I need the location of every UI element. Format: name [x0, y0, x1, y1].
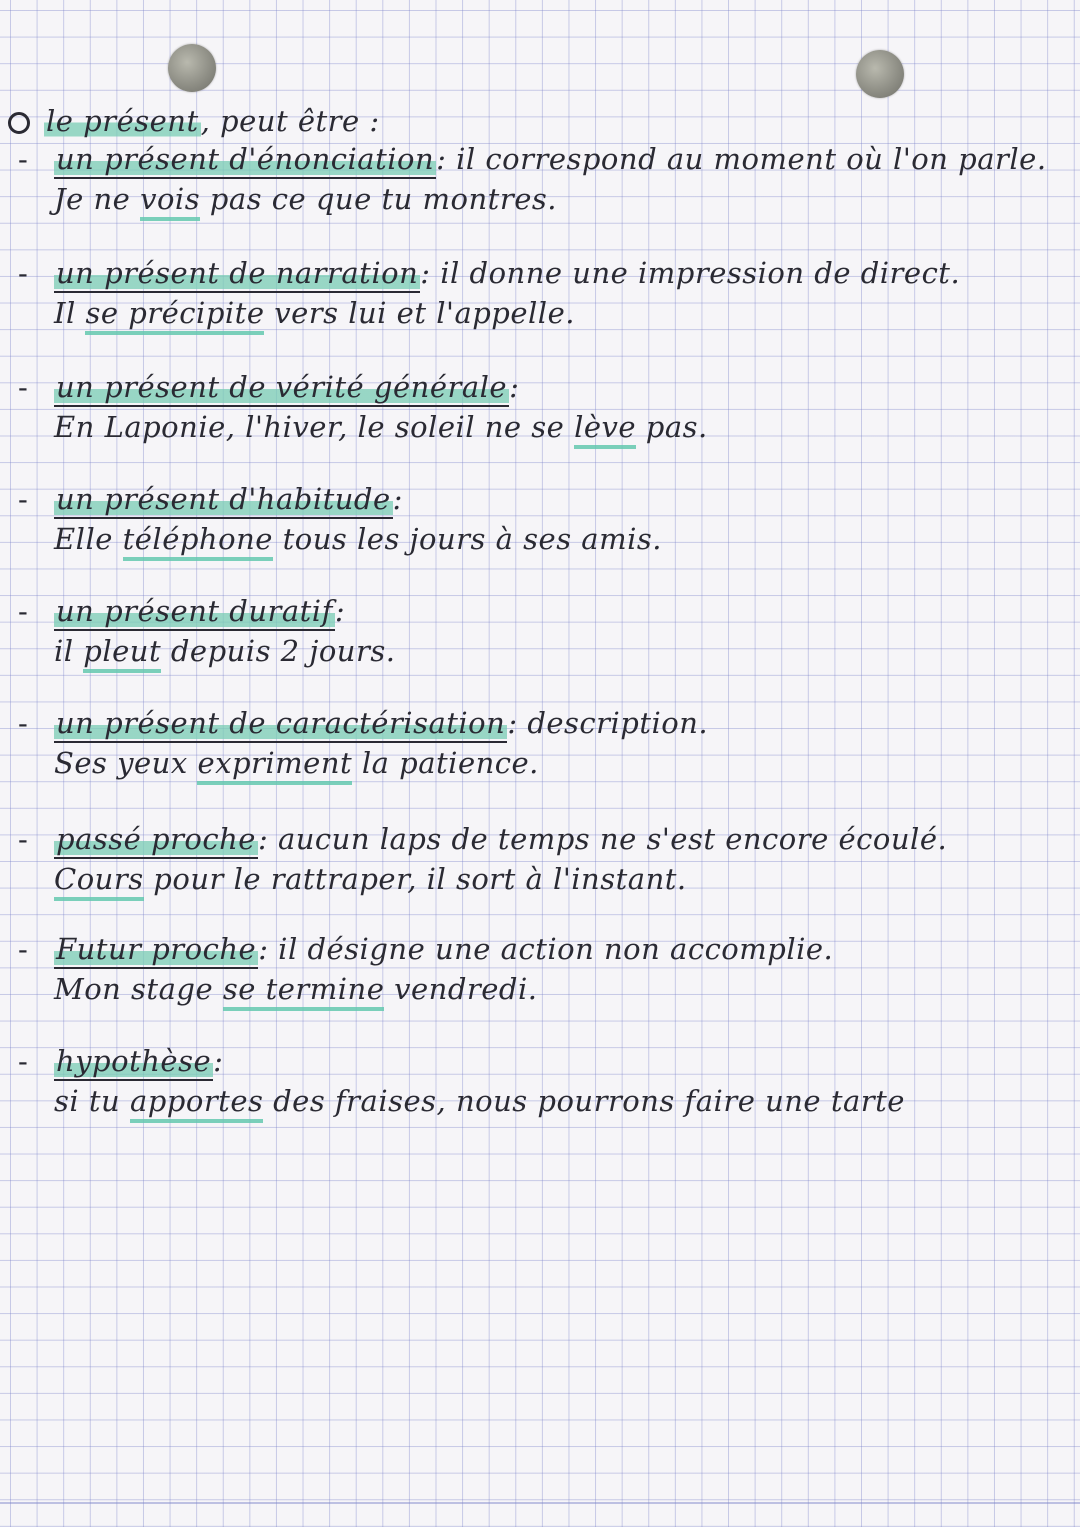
example-text: la patience.: [352, 746, 539, 780]
entry-example: [18, 410, 708, 444]
example-text: Je ne: [54, 182, 141, 216]
entry-heading: - hypothèse:: [18, 1044, 223, 1078]
example-verb: expriment: [197, 746, 352, 785]
example-text: depuis 2 jours.: [161, 634, 396, 668]
example-text: pour le rattraper, il sort à l'instant.: [143, 862, 687, 896]
example-verb: pleut: [83, 634, 161, 673]
entry-desc: :: [213, 1044, 224, 1078]
entry-heading: - Futur proche: il désigne une action non accomplie.: [18, 932, 833, 966]
title-term: le présent: [46, 104, 199, 138]
example-text: En Laponie, l'hiver, le soleil ne se: [54, 410, 575, 444]
entry-heading: - un présent de caractérisation: description.: [18, 706, 708, 740]
entry-example: [18, 862, 687, 896]
example-verb: lève: [574, 410, 636, 449]
bottom-margin-line: [0, 1502, 1080, 1504]
page-title: [8, 104, 380, 138]
entry-heading: - un présent duratif:: [18, 594, 345, 628]
entry-label: passé proche: [54, 822, 258, 859]
binder-hole-left: [168, 44, 216, 92]
example-text: vers lui et l'appelle.: [264, 296, 575, 330]
example-text: Ses yeux: [54, 746, 198, 780]
entry-desc: :: [509, 370, 520, 404]
example-text: vendredi.: [384, 972, 538, 1006]
entry-heading: - un présent de vérité générale:: [18, 370, 519, 404]
entry-example: [18, 634, 395, 668]
example-text: Il: [54, 296, 86, 330]
example-text: pas.: [636, 410, 708, 444]
entry-desc: : il donne une impression de direct.: [420, 256, 961, 290]
example-text: tous les jours à ses amis.: [272, 522, 662, 556]
entry-desc: : aucun laps de temps ne s'est encore écoulé.: [257, 822, 948, 856]
entry-example: [18, 1084, 905, 1118]
example-text: Elle: [54, 522, 123, 556]
example-text: Mon stage: [54, 972, 223, 1006]
entry-label: un présent de vérité générale: [54, 370, 509, 407]
entry-label: hypothèse: [54, 1044, 213, 1081]
example-text: des fraises, nous pourrons faire une tarte: [263, 1084, 905, 1118]
entry-example: [18, 182, 557, 216]
entry-heading: - un présent de narration: il donne une impression de direct.: [18, 256, 960, 290]
entry-label: un présent de caractérisation: [54, 706, 507, 743]
bullet-circle-icon: [8, 112, 30, 134]
example-verb: se précipite: [85, 296, 264, 335]
entry-desc: :: [334, 594, 346, 628]
example-text: il: [54, 634, 84, 668]
entry-example: [18, 296, 575, 330]
title-rest: , peut être :: [200, 104, 380, 138]
entry-example: [18, 522, 662, 556]
entry-desc: :: [392, 482, 403, 516]
example-verb: Cours: [54, 862, 144, 901]
entry-desc: : il correspond au moment où l'on parle.: [436, 142, 1047, 176]
entry-heading: - un présent d'habitude:: [18, 482, 403, 516]
example-text: pas ce que tu montres.: [200, 182, 557, 216]
example-verb: se termine: [223, 972, 385, 1011]
entry-example: [18, 746, 539, 780]
example-verb: apportes: [130, 1084, 263, 1123]
entry-label: un présent de narration: [54, 256, 420, 293]
entry-label: un présent d'habitude: [54, 482, 393, 519]
entry-desc: : il désigne une action non accomplie.: [258, 932, 834, 966]
example-verb: vois: [140, 182, 200, 221]
example-verb: téléphone: [123, 522, 273, 561]
entry-label: un présent duratif: [54, 594, 335, 631]
entry-label: Futur proche: [54, 932, 258, 969]
entry-label: un présent d'énonciation: [54, 142, 436, 179]
entry-desc: : description.: [507, 706, 709, 740]
entry-example: [18, 972, 537, 1006]
entry-heading: - passé proche: aucun laps de temps ne s'est encore écoulé.: [18, 822, 947, 856]
binder-hole-right: [856, 50, 904, 98]
example-text: si tu: [54, 1084, 130, 1118]
entry-heading: - un présent d'énonciation: il correspond au moment où l'on parle.: [18, 142, 1047, 176]
